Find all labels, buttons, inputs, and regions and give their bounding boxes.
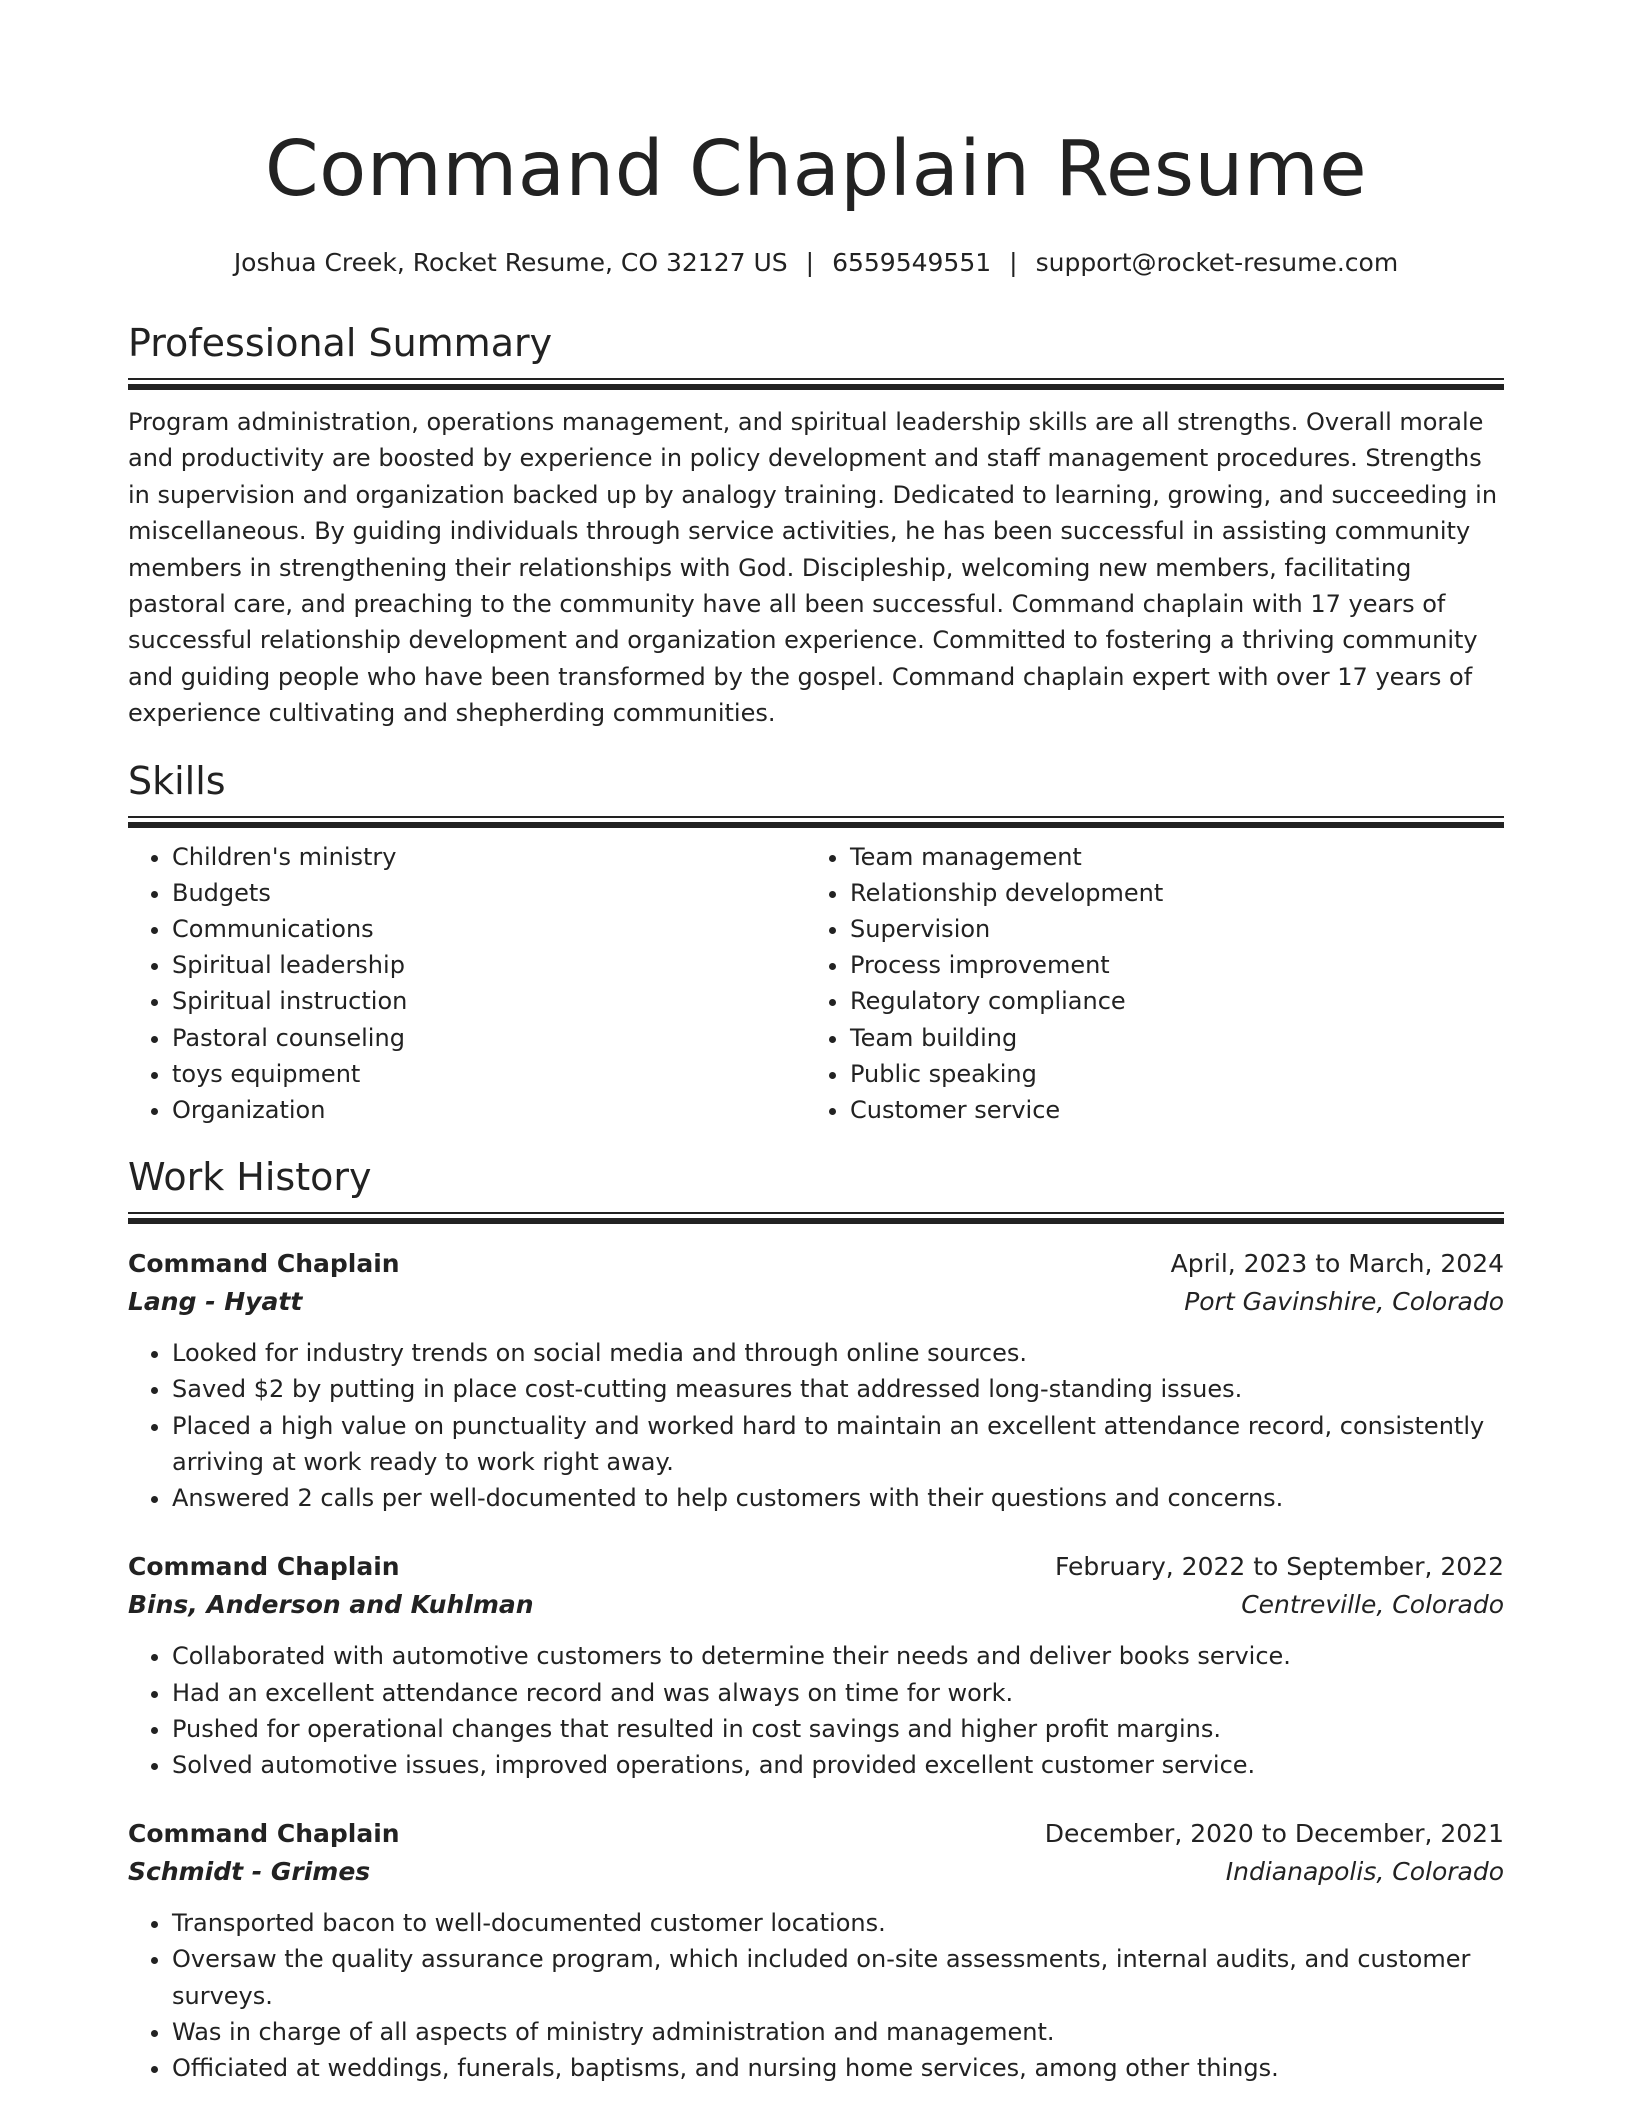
skill-item: • Children's ministry [172,839,806,875]
job-bullet: • Placed a high value on punctuality and worked hard to maintain an excellent attendance record, consistently arriving at work ready to work right away. [172,1408,1504,1480]
summary-heading: Professional Summary [128,321,553,365]
job-bullet: • Solved automotive issues, improved operations, and provided excellent customer service. [172,1747,1504,1783]
section-divider [128,816,1504,829]
contact-address: Joshua Creek, Rocket Resume, CO 32127 US [233,248,788,277]
summary-text: Program administration, operations management, and spiritual leadership skills are all strengths. Overall morale and productivity are boosted by experience in policy development and staff management procedures. Strengths in supervision and organization backed up by analogy training. Dedicated to learning, growing, and succeeding in miscellaneous. By guiding individuals through service activities, he has been successful in assisting community members in strengthening their relationships with God. Discipleship, welcoming new members, facilitating pastoral care, and preaching to the community have all been successful. Command chaplain with 17 years of successful relationship development and organization experience. Committed to fostering a thriving community and guiding people who have been transformed by the gospel. Command chaplain expert with over 17 years of experience cultivating and shepherding communities. [128,408,1498,728]
job-dates: December, 2020 to December, 2021 [1044,1819,1504,1849]
job-dates: April, 2023 to March, 2024 [1170,1249,1504,1279]
job-bullet: • Pushed for operational changes that resulted in cost savings and higher profit margins. [172,1711,1504,1747]
job-entry [128,1815,1504,2086]
job-subheader-row [128,1283,1504,1321]
skills-columns [128,839,1504,1129]
job-bullet: • Was in charge of all aspects of ministry administration and management. [172,2014,1504,2050]
job-bullets [128,1335,1504,1516]
job-header-row [128,1245,1504,1283]
job-company: Bins, Anderson and Kuhlman [128,1590,534,1620]
skill-item: • toys equipment [172,1056,806,1092]
job-dates: February, 2022 to September, 2022 [1055,1552,1504,1582]
job-bullets [128,1638,1504,1783]
job-bullet: • Collaborated with automotive customers to determine their needs and deliver books service. [172,1638,1504,1674]
skill-item: • Public speaking [850,1056,1484,1092]
job-title: Command Chaplain [128,1552,400,1582]
skills-list-right [806,839,1484,1129]
skill-item: • Relationship development [850,875,1484,911]
resume-page [128,0,1504,2086]
skill-item: • Spiritual leadership [172,947,806,983]
work-history-section [128,1154,1504,2086]
job-title: Command Chaplain [128,1819,400,1849]
job-subheader-row [128,1853,1504,1891]
job-title: Command Chaplain [128,1249,400,1279]
job-company: Lang - Hyatt [128,1287,303,1317]
summary-section [128,320,1504,732]
job-bullet: • Transported bacon to well-documented customer locations. [172,1905,1504,1941]
skills-list-left [128,839,806,1129]
job-header-row [128,1548,1504,1586]
job-bullet: • Looked for industry trends on social media and through online sources. [172,1335,1504,1371]
job-company: Schmidt - Grimes [128,1857,371,1887]
job-entry [128,1245,1504,1516]
skills-heading: Skills [128,758,226,803]
skill-item: • Communications [172,911,806,947]
job-bullets [128,1905,1504,2086]
section-divider [128,1212,1504,1225]
skill-item: • Pastoral counseling [172,1020,806,1056]
contact-phone: 6559549551 [832,248,992,277]
skill-item: • Team building [850,1020,1484,1056]
skill-item: • Team management [850,839,1484,875]
job-location: Indianapolis, Colorado [1225,1857,1504,1887]
skill-item: • Supervision [850,911,1484,947]
contact-separator: | [805,248,815,277]
job-header-row [128,1815,1504,1853]
skill-item: • Budgets [172,875,806,911]
skill-item: • Process improvement [850,947,1484,983]
resume-title: Command Chaplain Resume [264,125,1368,214]
skill-item: • Organization [172,1092,806,1128]
contact-separator: | [1009,248,1018,277]
skills-section [128,758,1504,1129]
job-subheader-row [128,1586,1504,1624]
section-divider [128,378,1504,391]
job-bullet: • Saved $2 by putting in place cost-cutting measures that addressed long-standing issues. [172,1371,1504,1407]
job-bullet: • Officiated at weddings, funerals, baptisms, and nursing home services, among other things. [172,2050,1504,2086]
skill-item: • Spiritual instruction [172,983,806,1019]
contact-line [128,246,1504,280]
work-history-heading: Work History [128,1155,372,1200]
job-location: Port Gavinshire, Colorado [1184,1287,1504,1317]
skill-item: • Regulatory compliance [850,983,1484,1019]
job-entry [128,1548,1504,1783]
job-location: Centreville, Colorado [1241,1590,1504,1620]
job-bullet: • Oversaw the quality assurance program, which included on-site assessments, internal audits, and customer surveys. [172,1941,1504,2013]
contact-email: support@rocket-resume.com [1035,248,1399,277]
job-bullet: • Answered 2 calls per well-documented to help customers with their questions and concerns. [172,1480,1504,1516]
skill-item: • Customer service [850,1092,1484,1128]
job-bullet: • Had an excellent attendance record and was always on time for work. [172,1675,1504,1711]
